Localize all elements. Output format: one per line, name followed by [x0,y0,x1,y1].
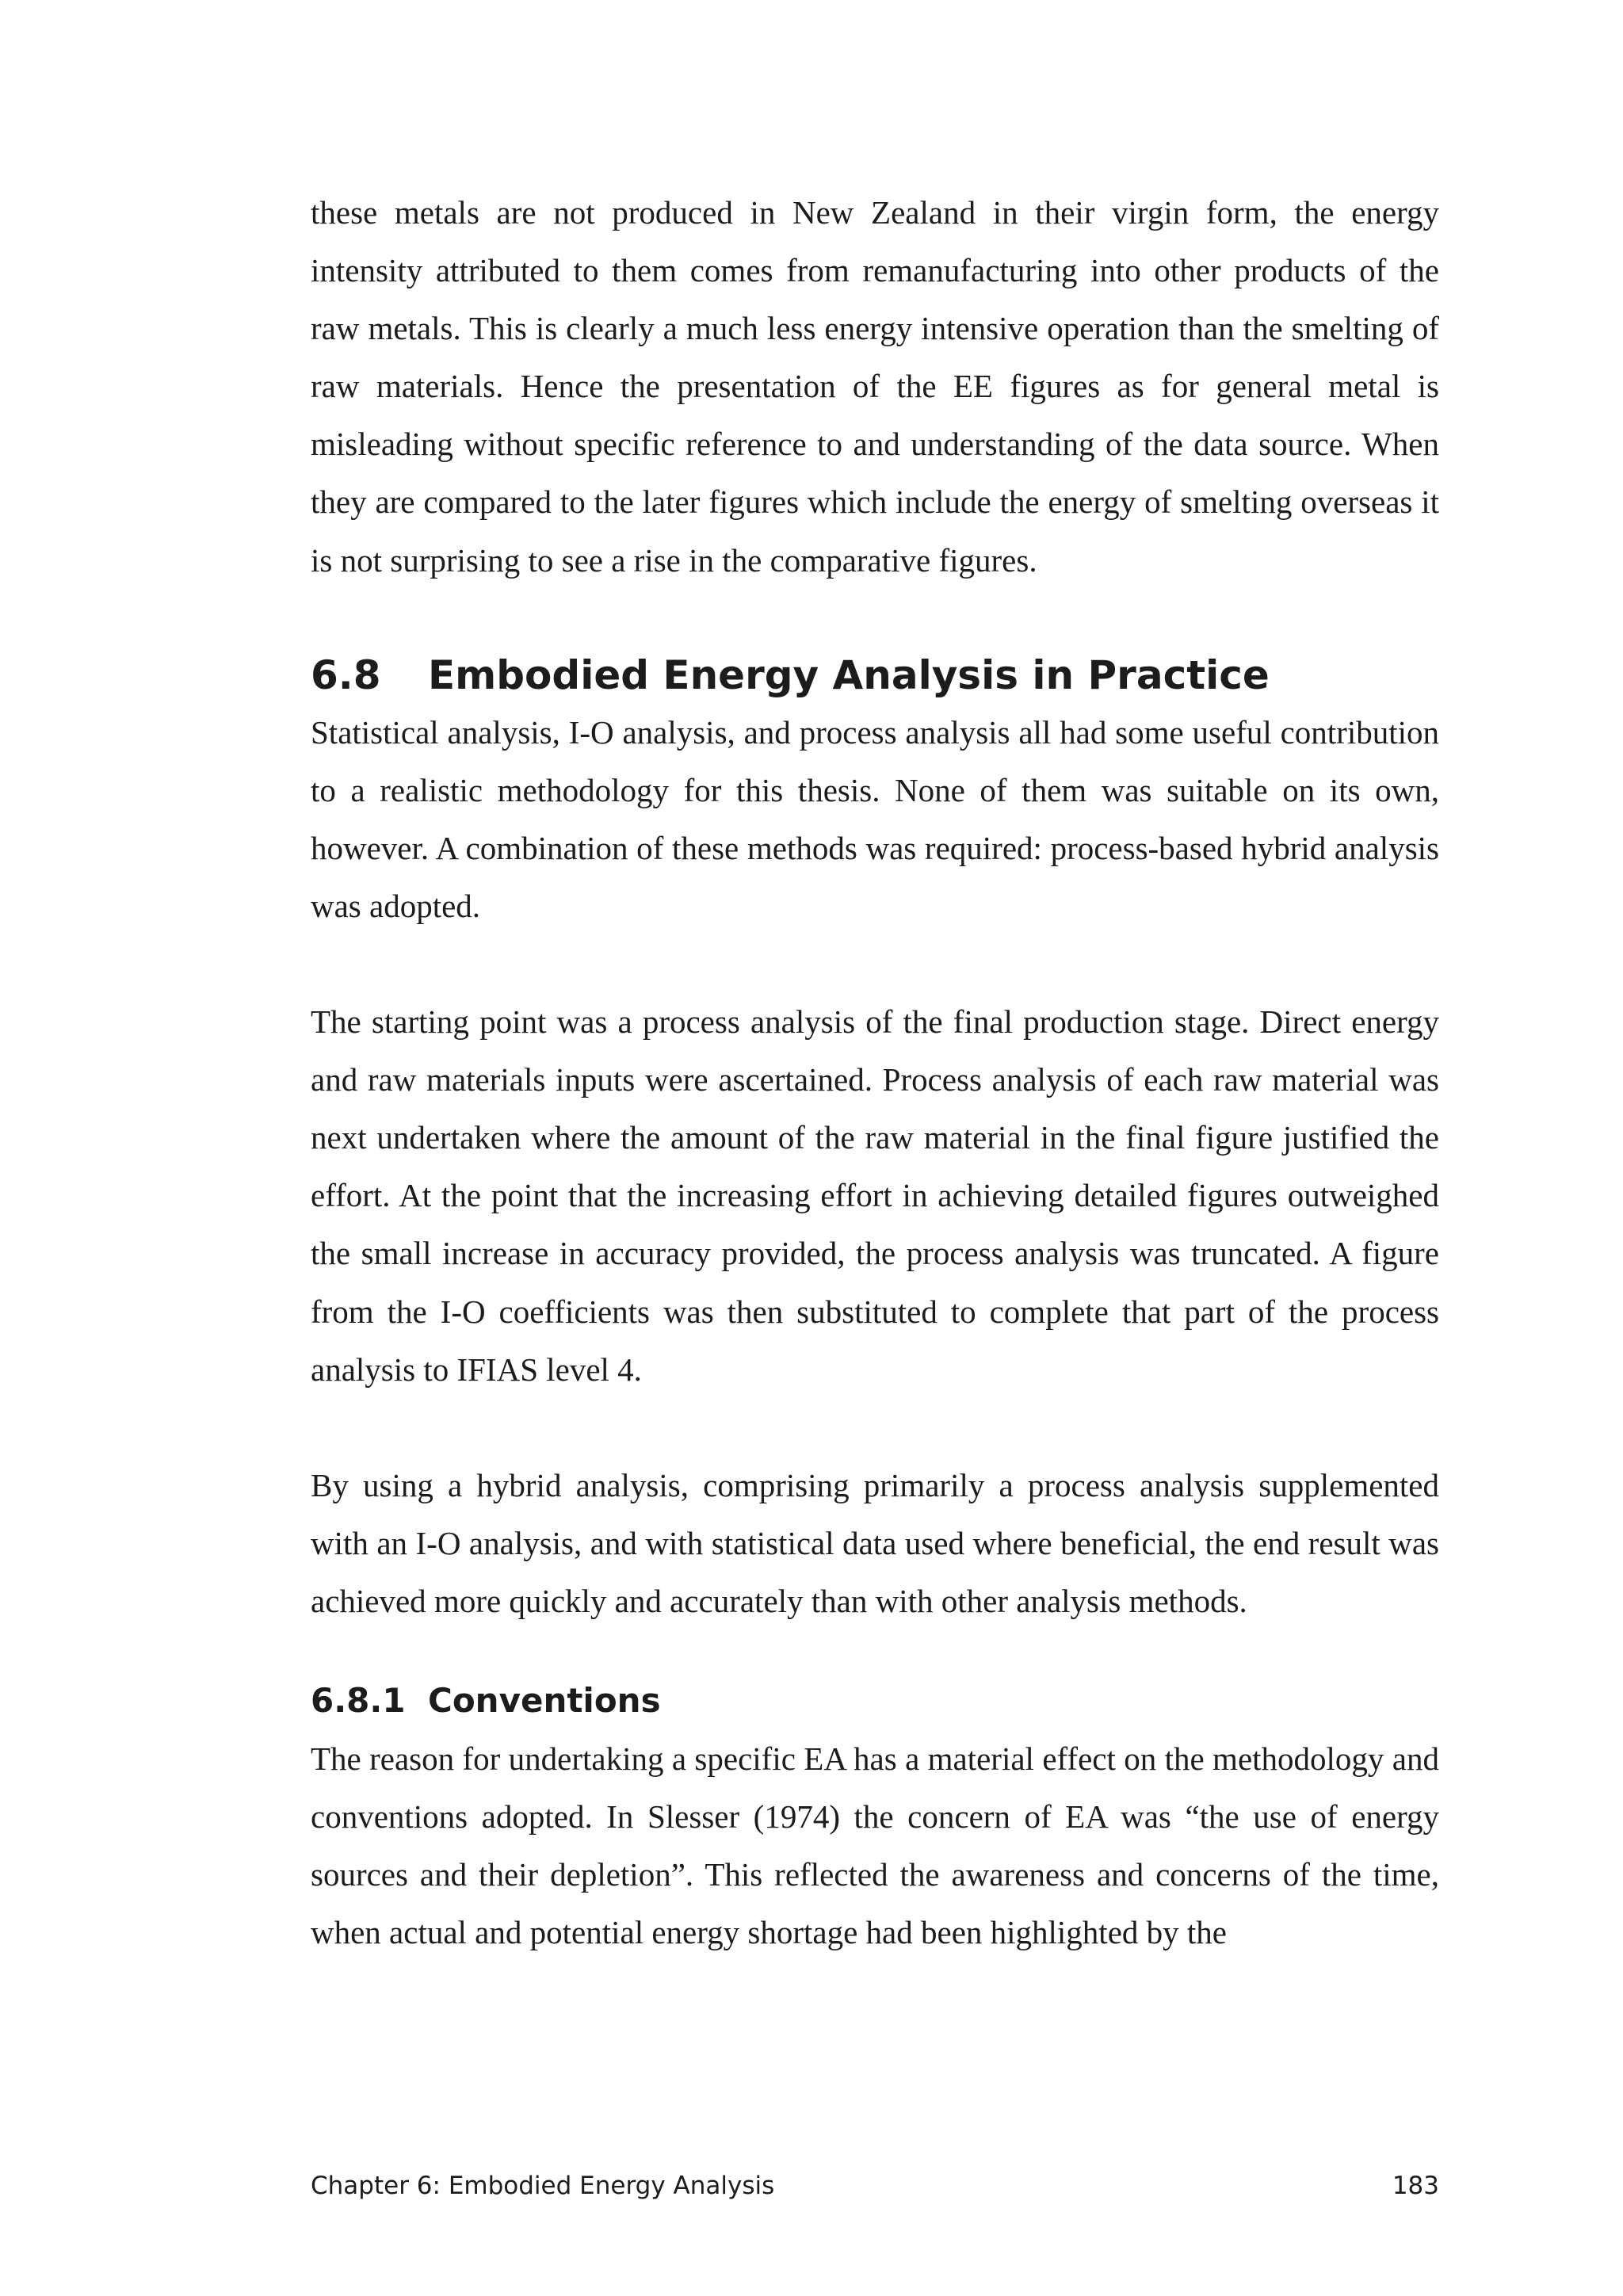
spacer [311,935,1439,993]
page-footer [311,2172,1439,2200]
spacer [311,1721,1439,1730]
section-heading [311,651,1439,699]
section-number: 6.8 [311,651,381,698]
paragraph-starting-point: The starting point was a process analysis of the final production stage. Direct energy and raw materials inputs were ascertained. Process analysis of each raw material was next undertaken where the amount of the raw material in the final figure justified the effort. At the point that the increasing effort in achieving detailed figures outweighed the small increase in accuracy provided, the process analysis was truncated. A figure from the I-O coefficients was then substituted to complete that part of the process analysis to IFIAS level 4. [311,1003,1439,1388]
footer-page-number: 183 [1392,2172,1439,2200]
page-content [311,184,1439,1962]
paragraph-hybrid-analysis: By using a hybrid analysis, comprising primarily a process analysis supplemented with an I-O analysis, and with statistical data used where beneficial, the end result was achieved more quickly and accurately than with other analysis methods. [311,1466,1439,1619]
footer-chapter-title: Chapter 6: Embodied Energy Analysis [311,2172,775,2200]
paragraph-methods-intro: Statistical analysis, I-O analysis, and process analysis all had some useful contribution to a realistic methodology for this thesis. None of them was suitable on its own, however. A combination of these methods was required: process-based hybrid analysis was adopted. [311,713,1439,924]
section-title: Embodied Energy Analysis in Practice [428,651,1270,698]
spacer [311,1399,1439,1457]
spacer [311,1630,1439,1681]
spacer [311,590,1439,651]
subsection-heading [311,1681,1439,1721]
paragraph-conventions: The reason for undertaking a specific EA has a material effect on the methodology and conventions adopted. In Slesser (1974) the concern of EA was “the use of energy sources and their depletion”. This reflected the awareness and concerns of the time, when actual and potential energy shortage had been highlighted by the [311,1740,1439,1951]
subsection-number: 6.8.1 [311,1680,406,1720]
paragraph-metals-continuation: these metals are not produced in New Zealand in their virgin form, the energy intensity attributed to them comes from remanufacturing into other products of the raw metals. This is clearly a much less energy intensive operation than the smelting of raw materials. Hence the presentation of the EE figures as for general metal is misleading without specific reference to and understanding of the data source. When they are compared to the later figures which include the energy of smelting overseas it is not surprising to see a rise in the comparative figures. [311,194,1439,579]
subsection-title: Conventions [428,1680,661,1720]
